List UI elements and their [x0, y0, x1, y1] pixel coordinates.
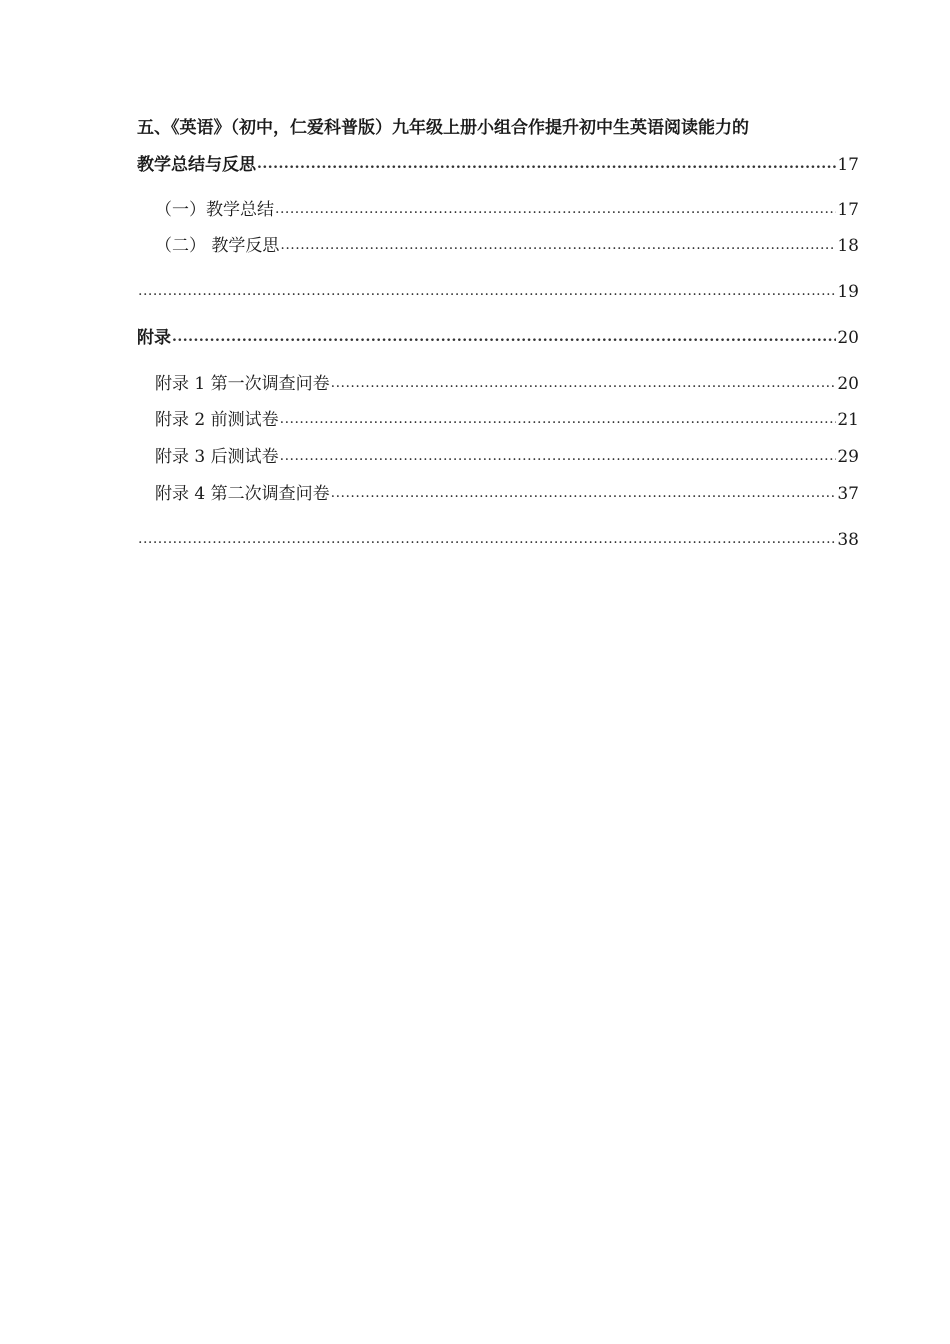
toc-entry-appendix[interactable] — [137, 327, 859, 349]
toc-entry-label: （二） 教学反思 — [155, 236, 280, 256]
dot-leader — [331, 374, 837, 392]
page-number: 38 — [837, 530, 859, 550]
toc-entry-appendix-3[interactable] — [137, 446, 859, 468]
dot-leader — [331, 484, 837, 502]
dot-leader — [257, 155, 836, 173]
toc-entry-blank-1[interactable] — [137, 281, 859, 303]
page-number: 19 — [837, 282, 859, 302]
toc-section5-title-line1[interactable]: 五、《英语》（初中，仁爱科普版）九年级上册小组合作提升初中生英语阅读能力的 — [137, 118, 749, 138]
toc-section5-title-line2: 教学总结与反思 — [137, 155, 256, 175]
table-of-contents — [137, 117, 859, 551]
toc-entry-label: 附录 3 后测试卷 — [155, 447, 279, 467]
page-number: 21 — [837, 410, 859, 430]
toc-entry-appendix-2[interactable] — [137, 409, 859, 431]
page-number: 29 — [837, 447, 859, 467]
toc-entry-blank-2[interactable] — [137, 529, 859, 551]
dot-leader — [138, 530, 836, 548]
toc-entry-label: （一）教学总结 — [155, 200, 274, 220]
page-number: 20 — [837, 374, 859, 394]
dot-leader — [280, 410, 837, 428]
toc-entry-label: 附录 1 第一次调查问卷 — [155, 374, 330, 394]
page-number: 37 — [837, 484, 859, 504]
dot-leader — [138, 282, 836, 300]
toc-entry-label: 附录 — [137, 328, 171, 348]
page-number: 17 — [837, 155, 859, 175]
dot-leader — [280, 236, 836, 254]
page-number: 18 — [837, 236, 859, 256]
dot-leader — [275, 200, 836, 218]
toc-entry-section5[interactable] — [137, 154, 859, 176]
toc-entry-label: 附录 2 前测试卷 — [155, 410, 279, 430]
toc-entry-appendix-4[interactable] — [137, 483, 859, 505]
toc-entry-appendix-1[interactable] — [137, 373, 859, 395]
toc-entry-section5-1[interactable] — [137, 199, 859, 221]
dot-leader — [172, 328, 836, 346]
dot-leader — [280, 447, 837, 465]
page-number: 20 — [837, 328, 859, 348]
page-number: 17 — [837, 200, 859, 220]
toc-entry-label: 附录 4 第二次调查问卷 — [155, 484, 330, 504]
toc-entry-section5-2[interactable] — [137, 235, 859, 257]
